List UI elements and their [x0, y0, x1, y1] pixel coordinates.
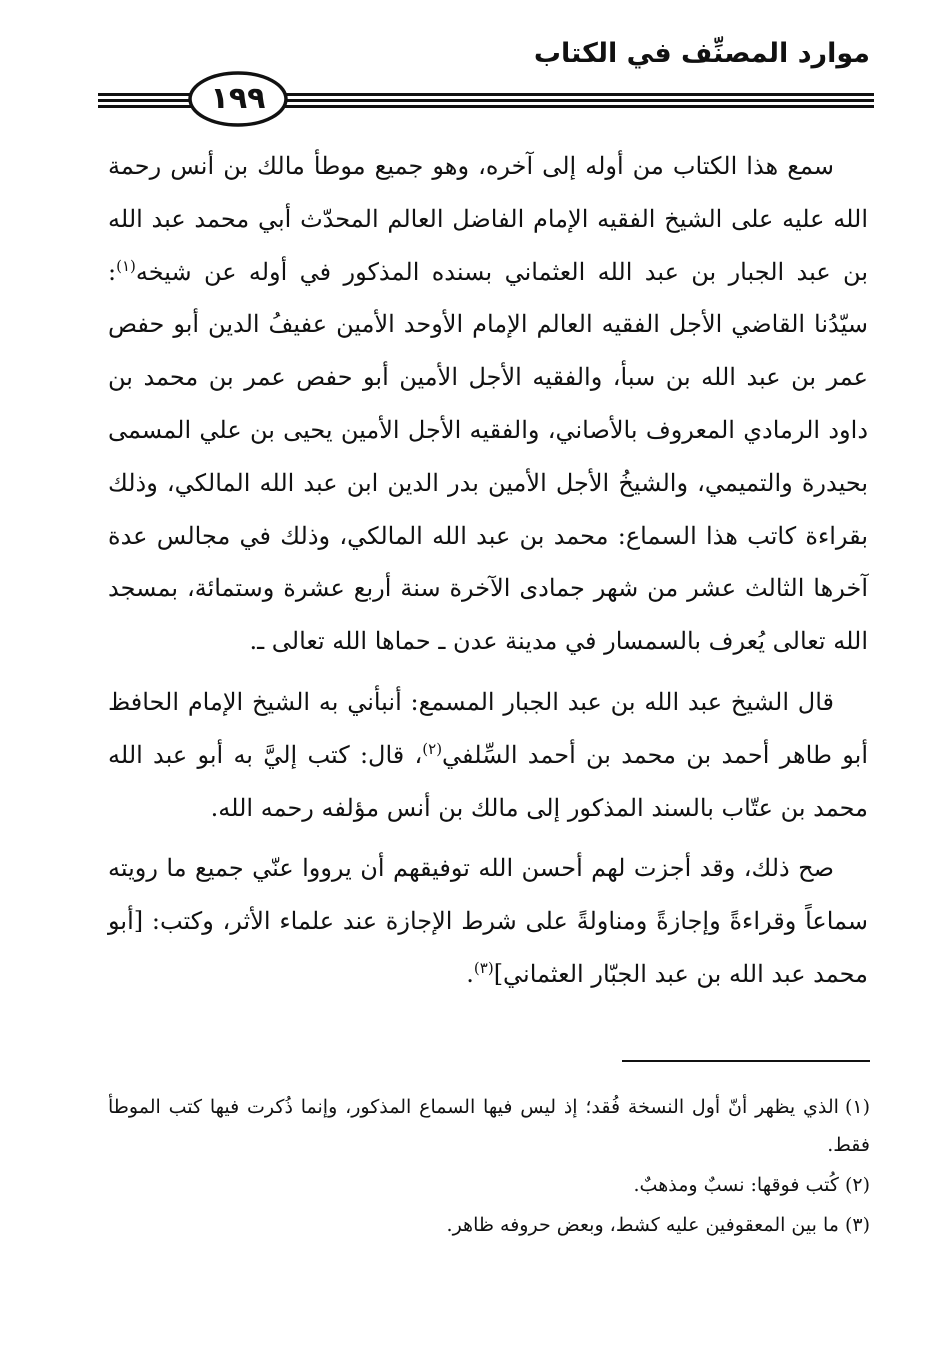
footnote-reference: (١): [116, 256, 136, 275]
paragraph-text: سمع هذا الكتاب من أوله إلى آخره، وهو جميع موطأ مالك بن أنس رحمة الله عليه على الشيخ الفقيه الإمام الفاضل العالم المحدّث أبي محمد عبد الله بن عبد الجبار بن عبد الله العثماني بسنده المذكور في أوله عن شيخه: [108, 152, 868, 286]
footnote-number: (٢): [844, 1174, 870, 1196]
page-number: ١٩٩: [210, 80, 266, 116]
footnote-text: ما بين المعقوفين عليه كشط، وبعض حروفه ظاهر.: [446, 1214, 839, 1236]
footnote-text: كُتب فوقها: نسبٌ ومذهبٌ.: [633, 1174, 839, 1196]
footnote-number: (٣): [844, 1214, 870, 1236]
footnotes: [108, 1088, 870, 1246]
running-title: موارد المصنِّف في الكتاب: [533, 38, 870, 69]
paragraph-text: .: [466, 959, 474, 988]
footnote-reference: (٢): [422, 739, 443, 758]
paragraph-text: قال الشيخ عبد الله بن عبد الجبار المسمع: أنبأني به الشيخ الإمام الحافظ أبو طاهر أحمد بن محمد بن أحمد السِّلفي: [108, 687, 868, 769]
paragraph-text: : سيّدُنا القاضي الأجل الفقيه العالم الإمام الأوحد الأمين عفيفُ الدين أبو حفص عمر بن عبد الله بن سبأ، والفقيه الأجل الأمين أبو حفص عمر بن محمد بن داود الرمادي المعروف بالأصاني، والفقيه الأجل الأمين يحيى بن علي المسمى بحيدرة والتميمي، والشيخُ الأجل الأمين بدر الدين ابن عبد الله المالكي، وذلك بقراءة كاتب هذا السماع: محمد بن عبد الله المالكي، وذلك في مجالس عدة آخرها الثالث عشر من شهر جمادى الآخرة سنة أربع عشرة وستمائة، بمسجد الله تعالى يُعرف بالسمسار في مدينة عدن ـ حماها الله تعالى ـ.: [108, 257, 868, 656]
main-text: [108, 140, 868, 1001]
footnote-separator: [622, 1060, 870, 1062]
paragraph-text: صح ذلك، وقد أجزت لهم أحسن الله توفيقهم أن يرووا عنّي جميع ما رويته سماعاً وقراءةً وإجازةً ومناولةً على شرط الإجازة عند علماء الأثر، وكتب: [أبو محمد عبد الله بن عبد الجبّار العثماني]: [108, 854, 868, 988]
paragraph: [108, 676, 868, 834]
paragraph-text: ، قال: كتب إليَّ به أبو عبد الله محمد بن عتّاب بالسند المذكور إلى مالك بن أنس مؤلفه رحمه الله.: [108, 740, 868, 822]
paragraph: [108, 140, 868, 668]
footnote: [108, 1206, 870, 1244]
footnote: [108, 1166, 870, 1204]
footnote-text: الذي يظهر أنّ أول النسخة فُقد؛ إذ ليس فيها السماع المذكور، وإنما ذُكرت فيها كتب الموطأ فقط.: [108, 1096, 870, 1156]
footnote-reference: (٣): [473, 958, 494, 977]
footnote: [108, 1088, 870, 1164]
paragraph: [108, 842, 868, 1000]
footnote-number: (١): [844, 1096, 870, 1118]
